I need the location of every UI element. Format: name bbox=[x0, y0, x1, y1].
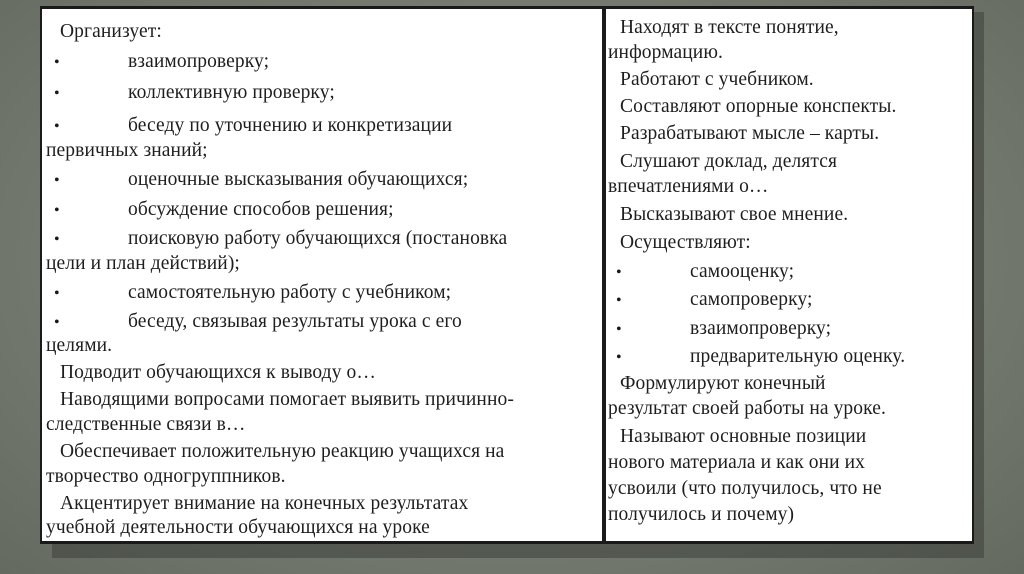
text-line: Формулируют конечный bbox=[620, 373, 826, 394]
list-item: оценочные высказывания обучающихся; bbox=[128, 169, 469, 190]
bullet-icon: • bbox=[54, 172, 60, 189]
list-item: взаимопроверку; bbox=[690, 318, 832, 339]
bullet-icon: • bbox=[616, 292, 622, 309]
list-item: поисковую работу обучающихся (постановка bbox=[128, 228, 508, 249]
text-line: Работают с учебником. bbox=[620, 69, 814, 90]
bullet-icon: • bbox=[54, 285, 60, 302]
bullet-icon: • bbox=[54, 54, 60, 71]
text-line: Разрабатывают мысле – карты. bbox=[620, 123, 880, 144]
list-item-continuation: целями. bbox=[46, 335, 113, 356]
bullet-icon: • bbox=[54, 314, 60, 331]
list-item: предварительную оценку. bbox=[690, 346, 906, 367]
list-item-continuation: первичных знаний; bbox=[46, 140, 208, 161]
text-line: усвоили (что получилось, что не bbox=[608, 478, 882, 499]
list-item: самооценку; bbox=[690, 261, 795, 282]
paragraph-line: Акцентирует внимание на конечных результатах bbox=[60, 493, 469, 514]
bullet-icon: • bbox=[616, 264, 622, 281]
text-line: результат своей работы на уроке. bbox=[608, 398, 886, 419]
list-item: взаимопроверку; bbox=[128, 51, 270, 72]
list-item: самостоятельную работу с учебником; bbox=[128, 282, 452, 303]
column-divider bbox=[602, 9, 606, 541]
text-line: впечатлениями о… bbox=[608, 176, 769, 197]
bullet-icon: • bbox=[54, 231, 60, 248]
text-line: получилось и почему) bbox=[608, 504, 795, 525]
list-item: самопроверку; bbox=[690, 289, 813, 310]
list-item-continuation: цели и план действий); bbox=[46, 253, 240, 274]
paragraph-line: учебной деятельности обучающихся на уроке bbox=[46, 517, 430, 538]
text-line: информацию. bbox=[608, 42, 723, 63]
paragraph-line: Обеспечивает положительную реакцию учащихся на bbox=[60, 441, 505, 462]
text-line: Высказывают свое мнение. bbox=[620, 204, 849, 225]
bullet-icon: • bbox=[616, 349, 622, 366]
list-item: беседу, связывая результаты урока с его bbox=[128, 311, 462, 332]
bullet-icon: • bbox=[54, 85, 60, 102]
text-line: нового материала и как они их bbox=[608, 452, 866, 473]
paragraph-line: Наводящими вопросами помогает выявить причинно- bbox=[60, 389, 514, 410]
text-line: Составляют опорные конспекты. bbox=[620, 96, 897, 117]
paragraph-line: Подводит обучающихся к выводу о… bbox=[60, 362, 376, 383]
paragraph-line: следственные связи в… bbox=[46, 414, 246, 435]
list-item: коллективную проверку; bbox=[128, 82, 335, 103]
bullet-icon: • bbox=[54, 202, 60, 219]
list-item: обсуждение способов решения; bbox=[128, 199, 394, 220]
bullet-icon: • bbox=[616, 321, 622, 338]
list-item: беседу по уточнению и конкретизации bbox=[128, 115, 453, 136]
text-line: Называют основные позиции bbox=[620, 426, 867, 447]
text-line: Слушают доклад, делятся bbox=[620, 151, 838, 172]
organizes-heading: Организует: bbox=[60, 21, 162, 42]
text-line: Находят в тексте понятие, bbox=[620, 17, 839, 38]
paragraph-line: творчество одногруппников. bbox=[46, 466, 286, 487]
bullet-icon: • bbox=[54, 118, 60, 135]
activity-table bbox=[40, 6, 974, 544]
implements-heading: Осуществляют: bbox=[620, 232, 751, 253]
